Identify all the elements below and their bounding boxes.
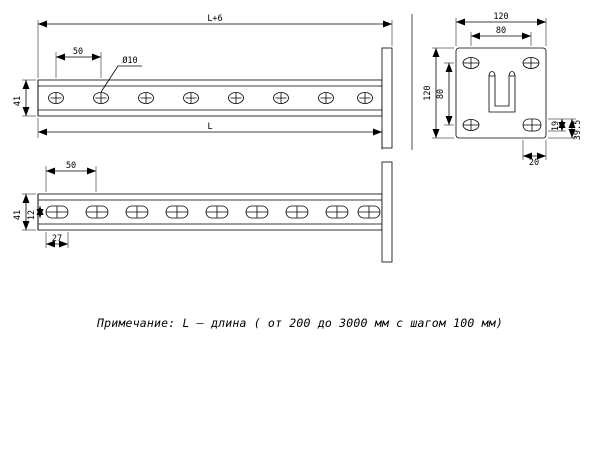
label-plate-width: 120 <box>493 12 509 22</box>
drawing-note: Примечание: L – длина ( от 200 до 3000 мм с шагом 100 мм) <box>96 316 504 330</box>
plate-hole-top-right <box>523 58 539 69</box>
label-overall-length: L+6 <box>207 14 223 24</box>
label-hole-pitch-start: 50 <box>72 47 84 57</box>
label-hole-spacing-vertical: 80 <box>436 88 446 100</box>
label-inner-length: L <box>207 122 213 132</box>
label-hole-spacing-horizontal: 80 <box>495 26 507 36</box>
label-profile-height-top: 41 <box>13 95 23 107</box>
label-slot-height: 12 <box>27 209 37 221</box>
dim-profile-height <box>22 80 36 116</box>
label-slot-offset: 39.5 <box>573 119 583 141</box>
label-hole-diameter: Ø10 <box>122 56 138 66</box>
label-slot-pitch-start: 50 <box>65 161 77 171</box>
label-edge-offset: 20 <box>528 158 540 168</box>
label-slot-width: 19 <box>551 120 561 132</box>
plate-hole-bottom-left <box>463 120 479 131</box>
label-plate-height: 120 <box>423 85 433 101</box>
view-base-plate <box>432 18 576 160</box>
plate-hole-top-left <box>463 58 479 69</box>
view-bottom-strut <box>22 162 392 262</box>
label-profile-height-bottom: 41 <box>13 209 23 221</box>
label-slot-length: 27 <box>51 234 63 244</box>
